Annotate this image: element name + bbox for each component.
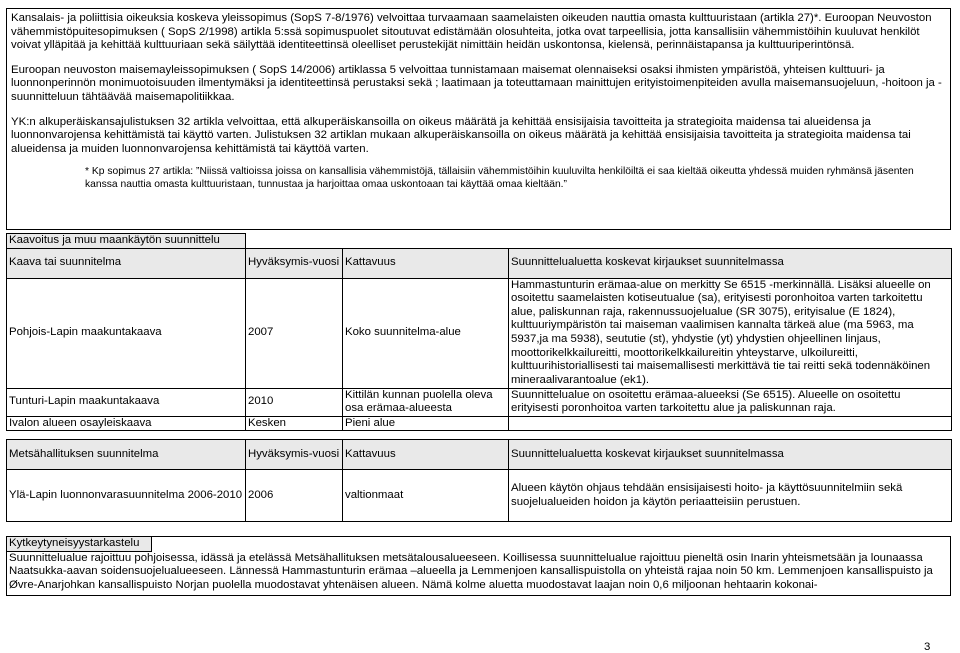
header-notes: Suunnittelualuetta koskevat kirjaukset suunnitelmassa	[509, 440, 952, 470]
section-title: Kaavoitus ja muu maankäytön suunnittelu	[7, 234, 246, 249]
header-plan: Kaava tai suunnitelma	[7, 248, 246, 278]
header-coverage: Kattavuus	[343, 440, 509, 470]
connectivity-text: Suunnittelualue rajoittuu pohjoisessa, idässä ja etelässä Metsähallituksen metsätalousalueeseen. Koillisessa suunnittelualue rajoittuu pieneltä osin Inarin yhteismetsään ja lounaassa Naatsukka-aavan soidensuojelualueeseen. Lännessä Hammastunturin erämaa –alueella ja Lemmenjoen kansallispuistolla on yhteistä rajaa noin 50 km. Lemmenjoen kansallispuisto ja Øvre-Anarjohkan kansallispuisto Norjan puolella muodostavat yhtenäisen alueen. Nämä kolme aluetta muodostavat laajan noin 0,6 miljoonan hehtaarin kokonai-	[9, 551, 933, 591]
header-plan: Metsähallituksen suunnitelma	[7, 440, 246, 470]
plan-notes: Suunnittelualue on osoitettu erämaa-alueeksi (Se 6515). Alueelle on osoitettu erityisesti poronhoitoa varten tarkoitettu alue ja paliskunnan raja.	[509, 388, 952, 416]
table-row	[7, 278, 952, 388]
land-use-planning-table	[6, 233, 952, 431]
plan-name: Ylä-Lapin luonnonvarasuunnitelma 2006-2010	[7, 470, 246, 522]
plan-coverage: Pieni alue	[343, 416, 509, 431]
intro-footnote: * Kp sopimus 27 artikla: ”Niissä valtioissa joissa on kansallisia vähemmistöjä, tällaisiin vähemmistöihin kuuluvilta henkilöiltä ei saa kieltää oikeutta yhdessä muiden ryhmänsä jäsenten kanssa nauttia omasta kulttuuristaan, tunnustaa ja harjoittaa omaa uskontoaan tai käyttää omaa kieltään.”	[85, 166, 914, 190]
plan-coverage: valtionmaat	[343, 470, 509, 522]
plan-notes: Hammastunturin erämaa-alue on merkitty Se 6515 -merkinnällä. Lisäksi alueelle on osoitettu saamelaisten kotiseutualue (sa), erityisesti poronhoitoa varten tarkoitettu alue, paliskunnan raja, rakennussuojelualue (SR 3075), erityisalue (E 1824), kulttuuriympäristön tai maiseman vaalimisen kannalta tärkeä alue (ma 5963, ma 5937,ja ma 5938), seututie (st), yhdystie (yt) yhdystien ohjeellinen linjaus, moottorikelkkailureitti, moottorikelkkailureitin yhteystarve, ulkoilureitti, kulttuurihistoriallisesti tai maisemallisesti merkittävä tie tai reitti sekä todennäköinen mineraalivarantoalue (ek1).	[509, 278, 952, 388]
plan-name: Pohjois-Lapin maakuntakaava	[7, 278, 246, 388]
forestry-plan-table	[6, 439, 952, 522]
table-row	[7, 470, 952, 522]
plan-coverage: Koko suunnitelma-alue	[343, 278, 509, 388]
intro-paragraph-1: Kansalais- ja poliittisia oikeuksia koskeva yleissopimus (SopS 7-8/1976) velvoittaa turvaamaan saamelaisten oikeuden nauttia omasta kulttuuristaan (artikla 27)*. Euroopan Neuvoston vähemmistöpuitesopimuksen ( SopS 2/1998) artikla 5:ssä sopimuspuolet sitoutuvat edistämään olosuhteita, jotka ovat tarpeellisia, jotta kansallisiin vähemmistöihin kuuluvat henkilöt voivat ylläpitää ja kehittää kulttuuriaan sekä säilyttää identiteettinsä oleelliset perustekijät nimittäin heidän uskontonsa, kielensä, perinnäistapansa ja kulttuuriperintönsä.	[11, 12, 932, 52]
header-notes: Suunnittelualuetta koskevat kirjaukset suunnitelmassa	[509, 248, 952, 278]
intro-paragraph-2: Euroopan neuvoston maisemayleissopimuksen ( SopS 14/2006) artiklassa 5 velvoittaa tunnistamaan maisemat olennaiseksi osaksi ihmisten ympäristöä, yhteisen kulttuuri- ja luonnonperinnön monimuotoisuuden ilmentymäksi ja identiteettinsä perustaksi sekä ; laatimaan ja toteuttamaan mainittujen erityistoimenpiteiden avulla maisemansuojeluun, -hoitoon ja -suunnitteluun tähtäävää maisemapolitiikkaa.	[11, 63, 942, 103]
table-row	[7, 416, 952, 431]
plan-year: Kesken	[246, 416, 343, 431]
section-title: Kytkeytyneisyystarkastelu	[7, 537, 152, 552]
connectivity-section	[6, 536, 951, 596]
plan-year: 2006	[246, 470, 343, 522]
plan-coverage: Kittilän kunnan puolella oleva osa erämaa-alueesta	[343, 388, 509, 416]
plan-notes: Alueen käytön ohjaus tehdään ensisijaisesti hoito- ja käyttösuunnitelmiin sekä suojelualueiden hoidon ja käytön periaatteisiin perustuen.	[509, 470, 952, 522]
plan-notes	[509, 416, 952, 431]
plan-year: 2007	[246, 278, 343, 388]
header-year: Hyväksymis-vuosi	[246, 440, 343, 470]
page-number: 3	[924, 641, 931, 653]
intro-box	[6, 8, 951, 230]
intro-paragraph-3: YK:n alkuperäiskansajulistuksen 32 artikla velvoittaa, että alkuperäiskansoilla on oikeus määrätä ja kehittää ensisijaisia tavoitteita ja strategioita maidensa tai alueidensa ja luonnonvarojensa kehittämistä tai käyttö varten. Julistuksen 32 artiklan mukaan alkuperäiskansoilla on oikeus määrätä ja kehittää ensisijaisia tavoitteita ja strategioita maidensa tai alueidensa ja muiden luonnonvarojensa kehittämistä tai käyttöä varten.	[11, 115, 911, 155]
table-row	[7, 388, 952, 416]
header-year: Hyväksymis-vuosi	[246, 248, 343, 278]
plan-year: 2010	[246, 388, 343, 416]
plan-name: Ivalon alueen osayleiskaava	[7, 416, 246, 431]
plan-name: Tunturi-Lapin maakuntakaava	[7, 388, 246, 416]
header-coverage: Kattavuus	[343, 248, 509, 278]
